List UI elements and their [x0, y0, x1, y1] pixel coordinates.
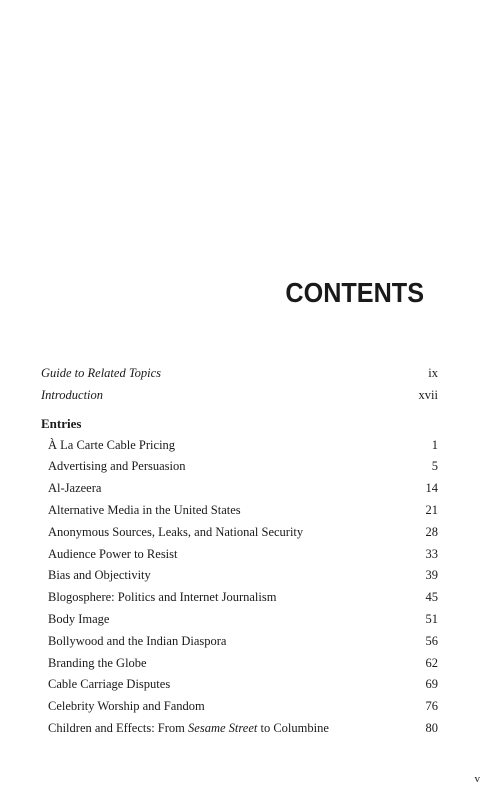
toc-row[interactable] — [41, 631, 438, 653]
toc-page-number: 76 — [425, 699, 438, 714]
toc-entry-title-part: to Columbine — [257, 720, 329, 735]
table-of-contents — [41, 363, 438, 740]
toc-entry-title: Al-Jazeera — [48, 481, 102, 496]
page-title: CONTENTS — [285, 277, 424, 308]
toc-row[interactable] — [41, 522, 438, 544]
toc-row[interactable] — [41, 565, 438, 587]
toc-row[interactable] — [41, 653, 438, 675]
toc-page-number: 45 — [425, 590, 438, 605]
toc-page-number: 69 — [425, 677, 438, 692]
toc-entry-title: Anonymous Sources, Leaks, and National Security — [48, 524, 304, 539]
toc-row[interactable] — [41, 609, 438, 631]
toc-row[interactable] — [41, 500, 438, 522]
toc-row[interactable] — [41, 674, 438, 696]
toc-entry-title: À La Carte Cable Pricing — [48, 437, 176, 452]
toc-page-number: 5 — [431, 459, 438, 474]
toc-entry-title: Bollywood and the Indian Diaspora — [48, 633, 227, 648]
toc-row[interactable] — [41, 478, 438, 500]
toc-entry-title: Guide to Related Topics — [41, 366, 162, 380]
toc-page-number: ix — [428, 366, 438, 380]
toc-page-number: 80 — [425, 720, 438, 735]
toc-row-introduction[interactable] — [41, 385, 438, 407]
toc-entry-title: Celebrity Worship and Fandom — [48, 699, 205, 714]
toc-row-guide[interactable] — [41, 363, 438, 385]
toc-row[interactable] — [41, 435, 438, 457]
page-folio: v — [474, 773, 480, 785]
toc-entry-title: Advertising and Persuasion — [48, 459, 186, 474]
toc-page-number: 21 — [425, 502, 438, 517]
toc-entry-title: Audience Power to Resist — [48, 546, 178, 561]
toc-page-number: 14 — [425, 481, 438, 496]
toc-row[interactable] — [41, 544, 438, 566]
toc-row[interactable] — [41, 718, 438, 740]
toc-entry-title: Blogosphere: Politics and Internet Journalism — [48, 590, 277, 605]
toc-page-number: 56 — [425, 633, 438, 648]
toc-entry-title: Branding the Globe — [48, 655, 147, 670]
toc-entry-title: Bias and Objectivity — [48, 568, 151, 583]
toc-row[interactable] — [41, 696, 438, 718]
toc-row[interactable] — [41, 456, 438, 478]
toc-entry-title: Body Image — [48, 611, 110, 626]
toc-page-number: 33 — [425, 546, 438, 561]
toc-entry-title: Cable Carriage Disputes — [48, 677, 171, 692]
toc-entry-title: Alternative Media in the United States — [48, 502, 241, 517]
toc-row[interactable] — [41, 587, 438, 609]
toc-page-number: xvii — [418, 387, 438, 402]
toc-page-number: 51 — [425, 611, 438, 626]
toc-page-number: 62 — [425, 655, 438, 670]
toc-entry-title-italic: Sesame Street — [188, 720, 258, 735]
toc-page-number: 39 — [425, 568, 438, 583]
section-heading-entries: Entries — [41, 415, 82, 431]
toc-page-number: 28 — [425, 524, 438, 539]
toc-entry-title-part: Children and Effects: From — [48, 720, 189, 735]
toc-entry-title: Introduction — [41, 387, 104, 402]
toc-page-number: 1 — [431, 437, 438, 452]
toc-entry-title — [48, 718, 329, 740]
